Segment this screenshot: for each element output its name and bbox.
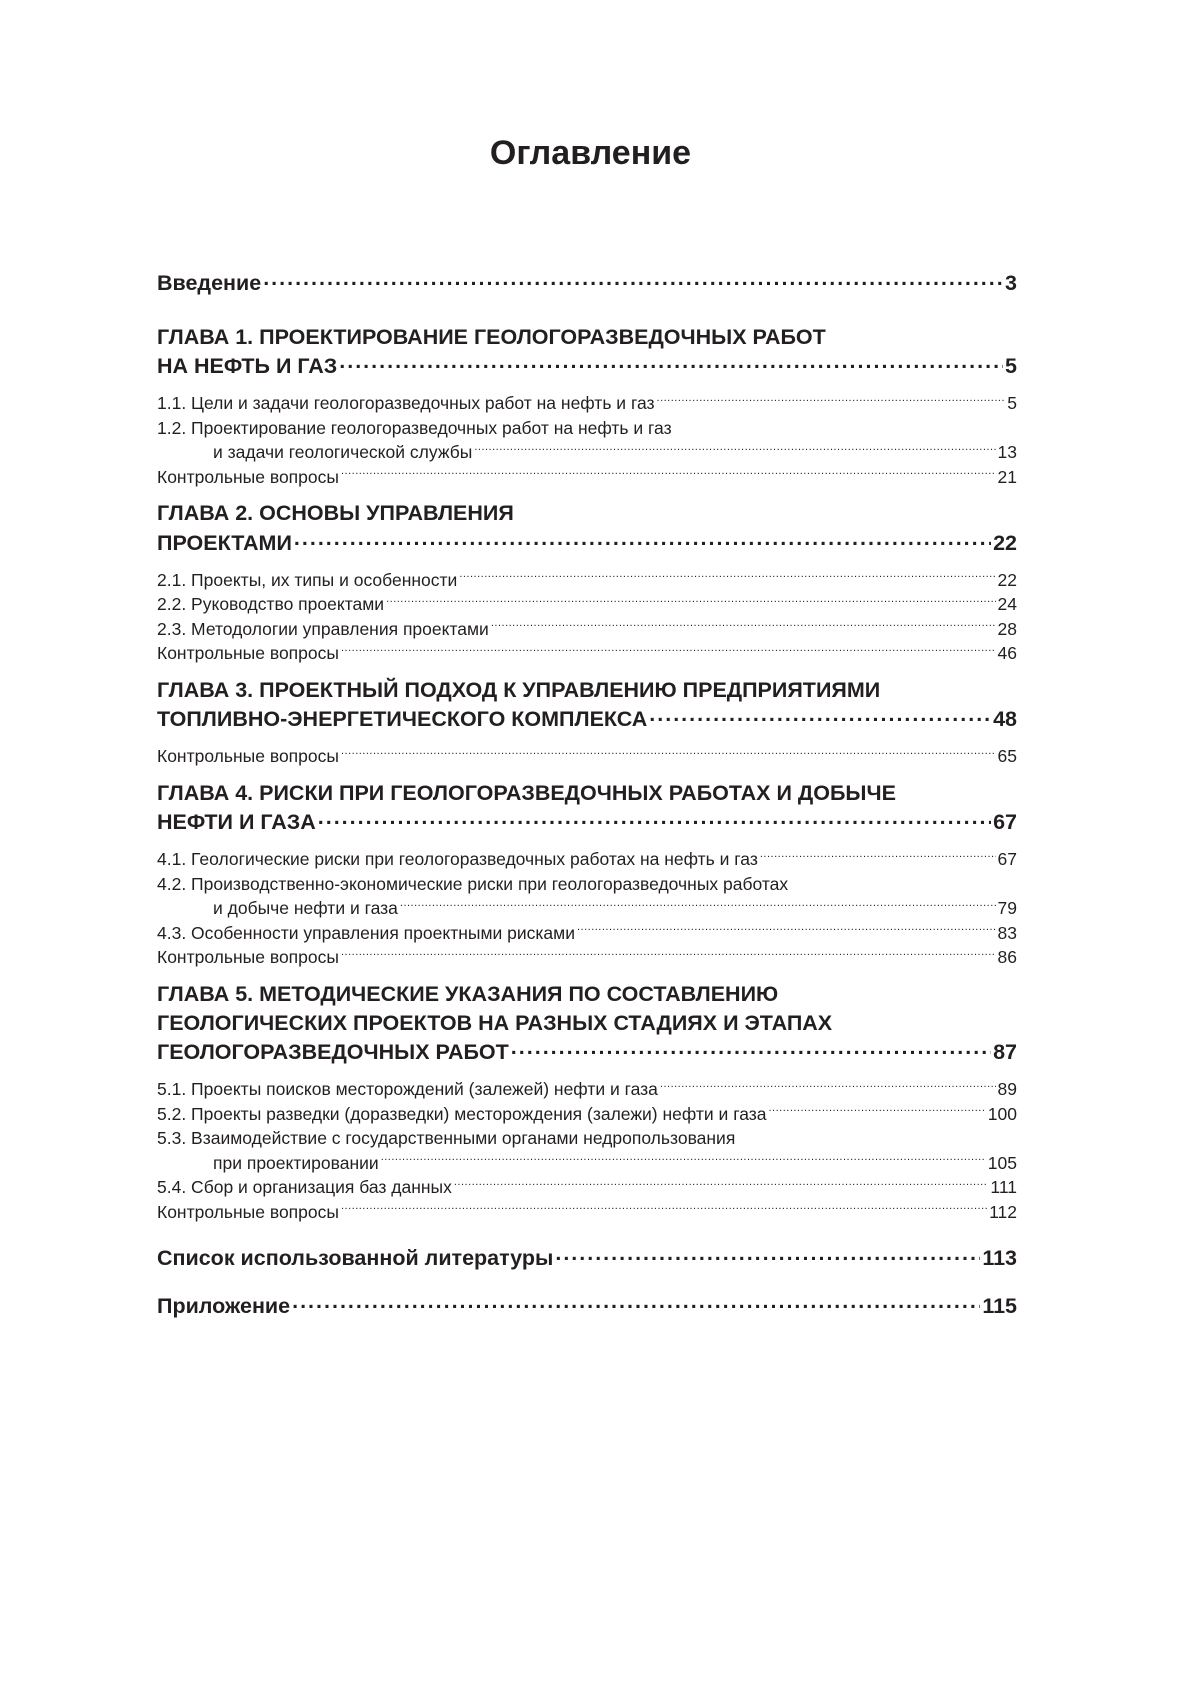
toc-entry-5-4 [157,1175,1017,1200]
entry-page: 22 [993,530,1017,555]
dot-leader [491,617,996,635]
entry-label: Контрольные вопросы [157,643,339,663]
toc-entry-2-3 [157,617,1017,642]
entry-page: 89 [997,1079,1017,1099]
dot-leader [511,1038,991,1060]
dot-leader [341,946,996,964]
entry-page: 83 [997,922,1017,943]
dot-leader [341,745,996,763]
toc-entry-5-3 [157,1151,1017,1176]
toc-entry-1-2 [157,440,1017,465]
entry-page: 46 [997,643,1017,663]
toc-entry-1-questions [157,465,1017,490]
toc-entry-intro [157,268,1017,298]
toc-entry-2-questions [157,641,1017,666]
entry-page: 48 [993,707,1017,731]
toc-entry-4-2 [157,896,1017,921]
entry-label: 5.1. Проекты поисков месторождений (залежей) нефти и газа [157,1079,658,1099]
entry-page: 113 [982,1245,1017,1270]
dot-leader [657,392,1006,410]
entry-page: 87 [993,1040,1017,1064]
entry-label: Список использованной литературы [157,1245,554,1270]
entry-label: и задачи геологической службы [213,442,473,462]
dot-leader [341,465,996,483]
toc-entry-chapter-5 [157,1038,1017,1068]
entry-label: и добыче нефти и газа [213,898,398,918]
entry-label: НЕФТИ И ГАЗА [157,810,316,834]
entry-1-2-first-line: 1.2. Проектирование геологоразведочных работ на нефть и газ [157,417,672,438]
entry-page: 115 [982,1294,1017,1318]
entry-label: ГЕОЛОГОРАЗВЕДОЧНЫХ РАБОТ [157,1040,509,1064]
entry-page: 67 [997,849,1017,869]
dot-leader [577,921,996,939]
entry-page: 86 [997,947,1017,967]
entry-page: 100 [987,1103,1017,1124]
entry-page: 5 [1005,354,1017,378]
entry-label: 2.2. Руководство проектами [157,594,385,614]
entry-label: ТОПЛИВНО-ЭНЕРГЕТИЧЕСКОГО КОМПЛЕКСА [157,707,648,731]
entry-label: ПРОЕКТАМИ [157,530,292,555]
entry-page: 24 [997,594,1017,614]
entry-page: 67 [993,810,1017,834]
entry-page: 79 [997,898,1017,918]
entry-page: 65 [997,746,1017,766]
toc-entry-1-1 [157,391,1017,416]
dot-leader [660,1078,996,1096]
dot-leader [263,268,1003,290]
toc-entry-2-2 [157,592,1017,617]
entry-5-3-first-line: 5.3. Взаимодействие с государственными органами недропользования [157,1128,736,1148]
toc-entry-chapter-2 [157,528,1017,558]
dot-leader [292,1292,980,1314]
entry-label: 2.1. Проекты, их типы и особенности [157,569,458,590]
toc-entry-5-questions [157,1200,1017,1225]
dot-leader [760,848,996,866]
entry-label: Контрольные вопросы [157,1201,339,1222]
chapter-5-title-line-1: ГЛАВА 5. МЕТОДИЧЕСКИЕ УКАЗАНИЯ ПО СОСТАВЛЕНИЮ [157,981,779,1006]
entry-label: 2.3. Методологии управления проектами [157,618,489,639]
entry-page: 13 [997,442,1017,462]
entry-page: 111 [990,1177,1017,1197]
chapter-5-title-line-2: ГЕОЛОГИЧЕСКИХ ПРОЕКТОВ НА РАЗНЫХ СТАДИЯХ И ЭТАПАХ [157,1010,833,1035]
dot-leader [555,1243,980,1265]
dot-leader [649,705,991,727]
entry-4-2-first-line: 4.2. Производственно-экономические риски при геологоразведочных работах [157,873,789,894]
entry-label: 5.2. Проекты разведки (доразведки) месторождения (залежи) нефти и газа [157,1103,767,1124]
chapter-3-title-line: ГЛАВА 3. ПРОЕКТНЫЙ ПОДХОД К УПРАВЛЕНИЮ ПРЕДПРИЯТИЯМИ [157,677,881,702]
dot-leader [454,1176,989,1194]
dot-leader [341,1200,987,1218]
chapter-1-title-line: ГЛАВА 1. ПРОЕКТИРОВАНИЕ ГЕОЛОГОРАЗВЕДОЧНЫХ РАБОТ [157,324,826,349]
entry-label: 4.3. Особенности управления проектными рисками [157,922,575,943]
entry-label: Контрольные вопросы [157,746,339,766]
toc-entry-chapter-1 [157,352,1017,382]
dot-leader [459,568,995,586]
entry-label: 4.1. Геологические риски при геологоразведочных работах на нефть и газ [157,849,758,869]
entry-label: Приложение [157,1294,291,1318]
toc-entry-4-questions [157,945,1017,970]
toc-entry-4-3 [157,921,1017,946]
dot-leader [294,528,991,550]
entry-label: Контрольные вопросы [157,466,339,487]
dot-leader [386,593,995,611]
toc-entry-5-1 [157,1077,1017,1102]
toc-entry-chapter-4 [157,808,1017,838]
toc-entry-appendix [157,1292,1017,1322]
page-title: Оглавление [489,134,692,172]
entry-label: Контрольные вопросы [157,947,339,967]
entry-page: 5 [1007,393,1017,413]
entry-page: 21 [997,466,1017,487]
chapter-2-title-line: ГЛАВА 2. ОСНОВЫ УПРАВЛЕНИЯ [157,501,514,525]
entry-page: 3 [1005,270,1017,295]
entry-page: 105 [987,1152,1017,1173]
dot-leader [341,642,996,660]
toc-entry-2-1 [157,568,1017,593]
entry-label: Введение [157,270,262,295]
entry-label: 1.1. Цели и задачи геологоразведочных работ на нефть и газ [157,393,655,413]
toc-entry-chapter-3 [157,705,1017,735]
toc-entry-references [157,1243,1017,1273]
dot-leader [474,441,995,459]
dot-leader [400,897,996,915]
dot-leader [768,1102,985,1120]
dot-leader [318,808,991,830]
entry-label: НА НЕФТЬ И ГАЗ [157,354,338,378]
entry-label: при проектировании [213,1152,379,1173]
toc-entry-3-questions [157,744,1017,769]
entry-page: 28 [997,618,1017,639]
entry-page: 22 [997,569,1017,590]
toc-entry-5-2 [157,1102,1017,1127]
entry-label: 5.4. Сбор и организация баз данных [157,1177,452,1197]
table-of-contents [157,268,1017,1321]
toc-entry-4-1 [157,847,1017,872]
entry-page: 112 [989,1201,1017,1222]
chapter-4-title-line: ГЛАВА 4. РИСКИ ПРИ ГЕОЛОГОРАЗВЕДОЧНЫХ РАБОТАХ И ДОБЫЧЕ [157,780,896,805]
dot-leader [339,352,1003,374]
dot-leader [381,1151,986,1169]
